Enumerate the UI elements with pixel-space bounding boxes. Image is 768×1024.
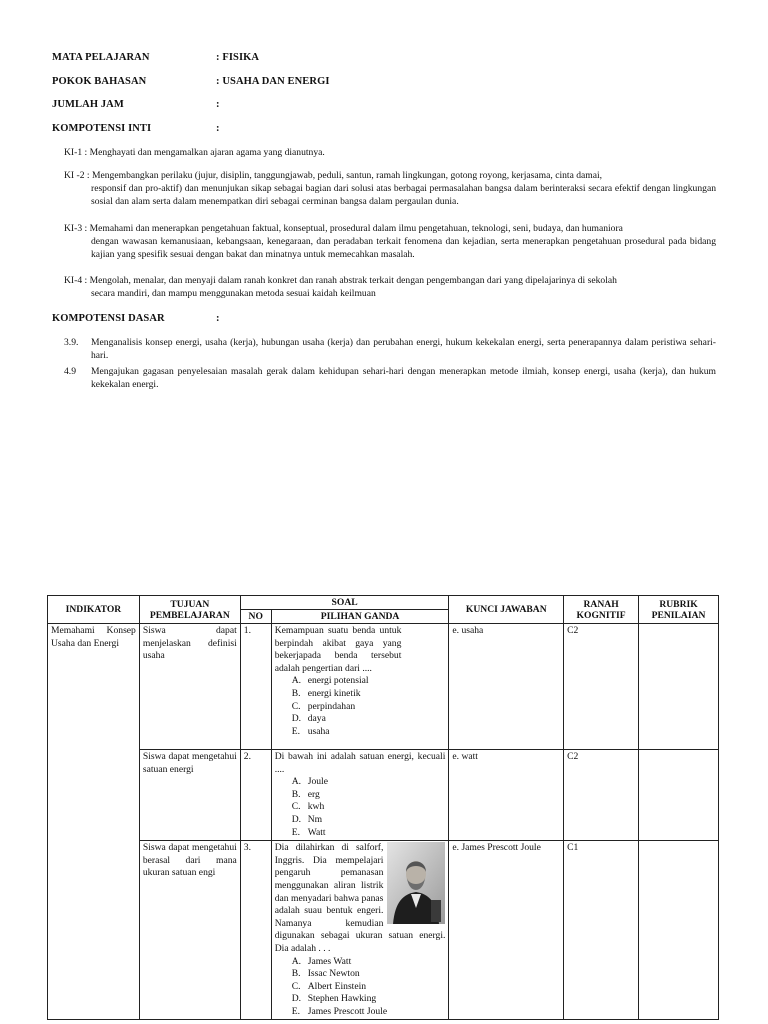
option-letter: A. (291, 955, 302, 967)
ki-first-line: KI-4 : Mengolah, menalar, dan menyaji dalam ranah konkret dan ranah abstrak terkait dengan pengembangan dari yang dipelajarinya di sekolah (64, 275, 617, 286)
kd-item-4-9 (64, 365, 716, 391)
options-list (275, 776, 446, 839)
option-letter: B. (291, 687, 301, 699)
kd-text: Mengajukan gagasan penyelesaian masalah gerak dalam kehidupan sehari-hari dengan menerapkan metode ilmiah, konsep energi, usaha (kerja), dan hukum kekekalan energi. (91, 366, 716, 390)
option-text: energi potensial (307, 675, 369, 687)
portrait-image (387, 842, 445, 924)
option-letter: E. (291, 1005, 300, 1017)
table-row (48, 750, 719, 841)
col-header-indikator: INDIKATOR (48, 596, 140, 624)
option-letter: E. (291, 725, 300, 737)
ki-continuation: responsif dan pro-aktif) dan menunjukan sikap sebagai bagian dari solusi atas berbagai permasalahan bangsa dalam berinteraksi secara efektif dengan lingkungan sosial dan alam serta dalam menempatkan diri sebagai cerminan bangsa dalam pergaulan dunia. (91, 183, 716, 207)
header-label: JUMLAH JAM (52, 99, 124, 110)
option-text: perpindahan (307, 700, 356, 712)
option-item (292, 993, 446, 1006)
table-row (48, 841, 719, 1020)
question-text: Dia dilahirkan di salforf, Inggris. Dia mempelajari pengaruh pemanasan menggunakan aliran listrik dan menyadari bahwa panas adalah suau bentuk engeri. Namanya kemudian digunakan sebagai ukuran satuan energi. Dia adalah . . . (274, 842, 446, 954)
ranah-cell: C2 (564, 750, 639, 841)
option-text: James Prescott Joule (307, 1005, 388, 1017)
ki-first-line: KI-1 : Menghayati dan mengamalkan ajaran agama yang dianutnya. (64, 147, 325, 158)
rubrik-cell (639, 841, 719, 1020)
option-text: energi kinetik (307, 687, 361, 699)
option-item (292, 1006, 446, 1019)
ki-4 (64, 274, 716, 300)
question-cell (271, 750, 449, 841)
question-cell (271, 841, 449, 1020)
option-item (292, 726, 446, 739)
header-value: : (216, 99, 220, 110)
option-item (292, 968, 446, 981)
option-text: kwh (307, 801, 325, 813)
option-item (292, 956, 446, 969)
kd-number: 3.9. (64, 337, 79, 348)
option-letter: B. (291, 788, 301, 800)
option-letter: B. (291, 968, 301, 980)
options-list (275, 675, 446, 738)
option-text: daya (307, 713, 326, 725)
option-item (292, 688, 446, 701)
header-value: : USAHA DAN ENERGI (216, 76, 330, 87)
option-text: Stephen Hawking (307, 993, 377, 1005)
kd-text: Menganalisis konsep energi, usaha (kerja), hubungan usaha (kerja) dan perubahan energi, hukum kekekalan energi, serta penerapannya dalam peristiwa sehari-hari. (91, 337, 716, 361)
ki-first-line: KI-3 : Memahami dan menerapkan pengetahuan faktual, konseptual, prosedural dalam ilmu pengetahuan, teknologi, seni, budaya, dan humaniora (64, 223, 623, 234)
tujuan-cell: Siswa dapat menjelaskan definisi usaha (139, 624, 240, 750)
ranah-cell: C2 (564, 624, 639, 750)
no-cell: 1. (240, 624, 271, 750)
option-text: James Watt (307, 955, 352, 967)
col-header-tujuan: TUJUAN PEMBELAJARAN (139, 596, 240, 624)
option-item (292, 776, 446, 789)
col-header-no: NO (240, 610, 271, 624)
no-cell: 3. (240, 841, 271, 1020)
options-list (275, 956, 446, 1019)
col-header-pilihan-ganda: PILIHAN GANDA (271, 610, 449, 624)
header-label: KOMPOTENSI DASAR (52, 313, 165, 324)
header-value: : FISIKA (216, 52, 260, 63)
col-header-kunci: KUNCI JAWABAN (449, 596, 564, 624)
col-header-soal: SOAL (240, 596, 449, 610)
option-text: erg (307, 788, 320, 800)
option-item (292, 827, 446, 840)
option-item (292, 981, 446, 994)
table-row (48, 624, 719, 750)
kunci-cell: e. James Prescott Joule (449, 841, 564, 1020)
indikator-cell: Memahami Konsep Usaha dan Energi (48, 624, 140, 1020)
header-label: POKOK BAHASAN (52, 76, 147, 87)
option-letter: C. (291, 700, 301, 712)
option-letter: A. (291, 776, 302, 788)
tujuan-cell: Siswa dapat mengetahui satuan energi (139, 750, 240, 841)
option-item (292, 701, 446, 714)
assessment-table (47, 595, 719, 1020)
option-text: Albert Einstein (307, 980, 367, 992)
ranah-cell: C1 (564, 841, 639, 1020)
rubrik-cell (639, 624, 719, 750)
header-value: : (216, 313, 220, 324)
kunci-cell: e. watt (449, 750, 564, 841)
option-letter: C. (291, 801, 301, 813)
option-letter: D. (291, 813, 302, 825)
option-text: usaha (307, 725, 330, 737)
ki-2 (64, 169, 716, 208)
option-letter: E. (291, 826, 300, 838)
question-text: Di bawah ini adalah satuan energi, kecuali .... (274, 751, 446, 775)
ki-first-line: KI -2 : Mengembangkan perilaku (jujur, disiplin, tanggungjawab, peduli, santun, ramah lingkungan, gotong royong, kerjasama, cinta damai, (64, 170, 603, 181)
no-cell: 2. (240, 750, 271, 841)
ki-3 (64, 222, 716, 261)
option-item (292, 814, 446, 827)
ki-1 (64, 146, 716, 159)
tujuan-cell: Siswa dapat mengetahui berasal dari mana ukuran satuan engi (139, 841, 240, 1020)
option-text: Issac Newton (307, 968, 360, 980)
option-letter: D. (291, 713, 302, 725)
rubrik-cell (639, 750, 719, 841)
header-label: KOMPOTENSI INTI (52, 123, 152, 134)
ki-continuation: dengan wawasan kemanusiaan, kebangsaan, kenegaraan, dan peradaban terkait fenomena dan kejadian, serta menerapkan pengetahuan prosedural pada bidang kajian yang spesifik sesuai dengan bakat dan minatnya untuk memecahkan masalah. (91, 236, 716, 260)
header-label: MATA PELAJARAN (52, 52, 150, 63)
question-cell (271, 624, 449, 750)
option-letter: A. (291, 675, 302, 687)
ki-continuation: secara mandiri, dan mampu menggunakan metoda sesuai kaidah keilmuan (91, 288, 376, 299)
option-letter: C. (291, 980, 301, 992)
option-text: Nm (307, 813, 323, 825)
kunci-cell: e. usaha (449, 624, 564, 750)
col-header-rubrik: RUBRIK PENILAIAN (639, 596, 719, 624)
option-text: Joule (307, 776, 328, 788)
col-header-ranah: RANAH KOGNITIF (564, 596, 639, 624)
question-text: Kemampuan suatu benda untuk berpindah akibat gaya yang bekerjapada benda tersebut adalah pengertian dari .... (274, 625, 402, 674)
option-letter: D. (291, 993, 302, 1005)
option-text: Watt (307, 826, 326, 838)
header-value: : (216, 123, 220, 134)
option-item (292, 801, 446, 814)
kd-number: 4.9 (64, 366, 76, 377)
option-item (292, 713, 446, 726)
option-item (292, 789, 446, 802)
table-header-row (48, 596, 719, 610)
kd-item-3-9 (64, 336, 716, 362)
option-item (292, 675, 446, 688)
